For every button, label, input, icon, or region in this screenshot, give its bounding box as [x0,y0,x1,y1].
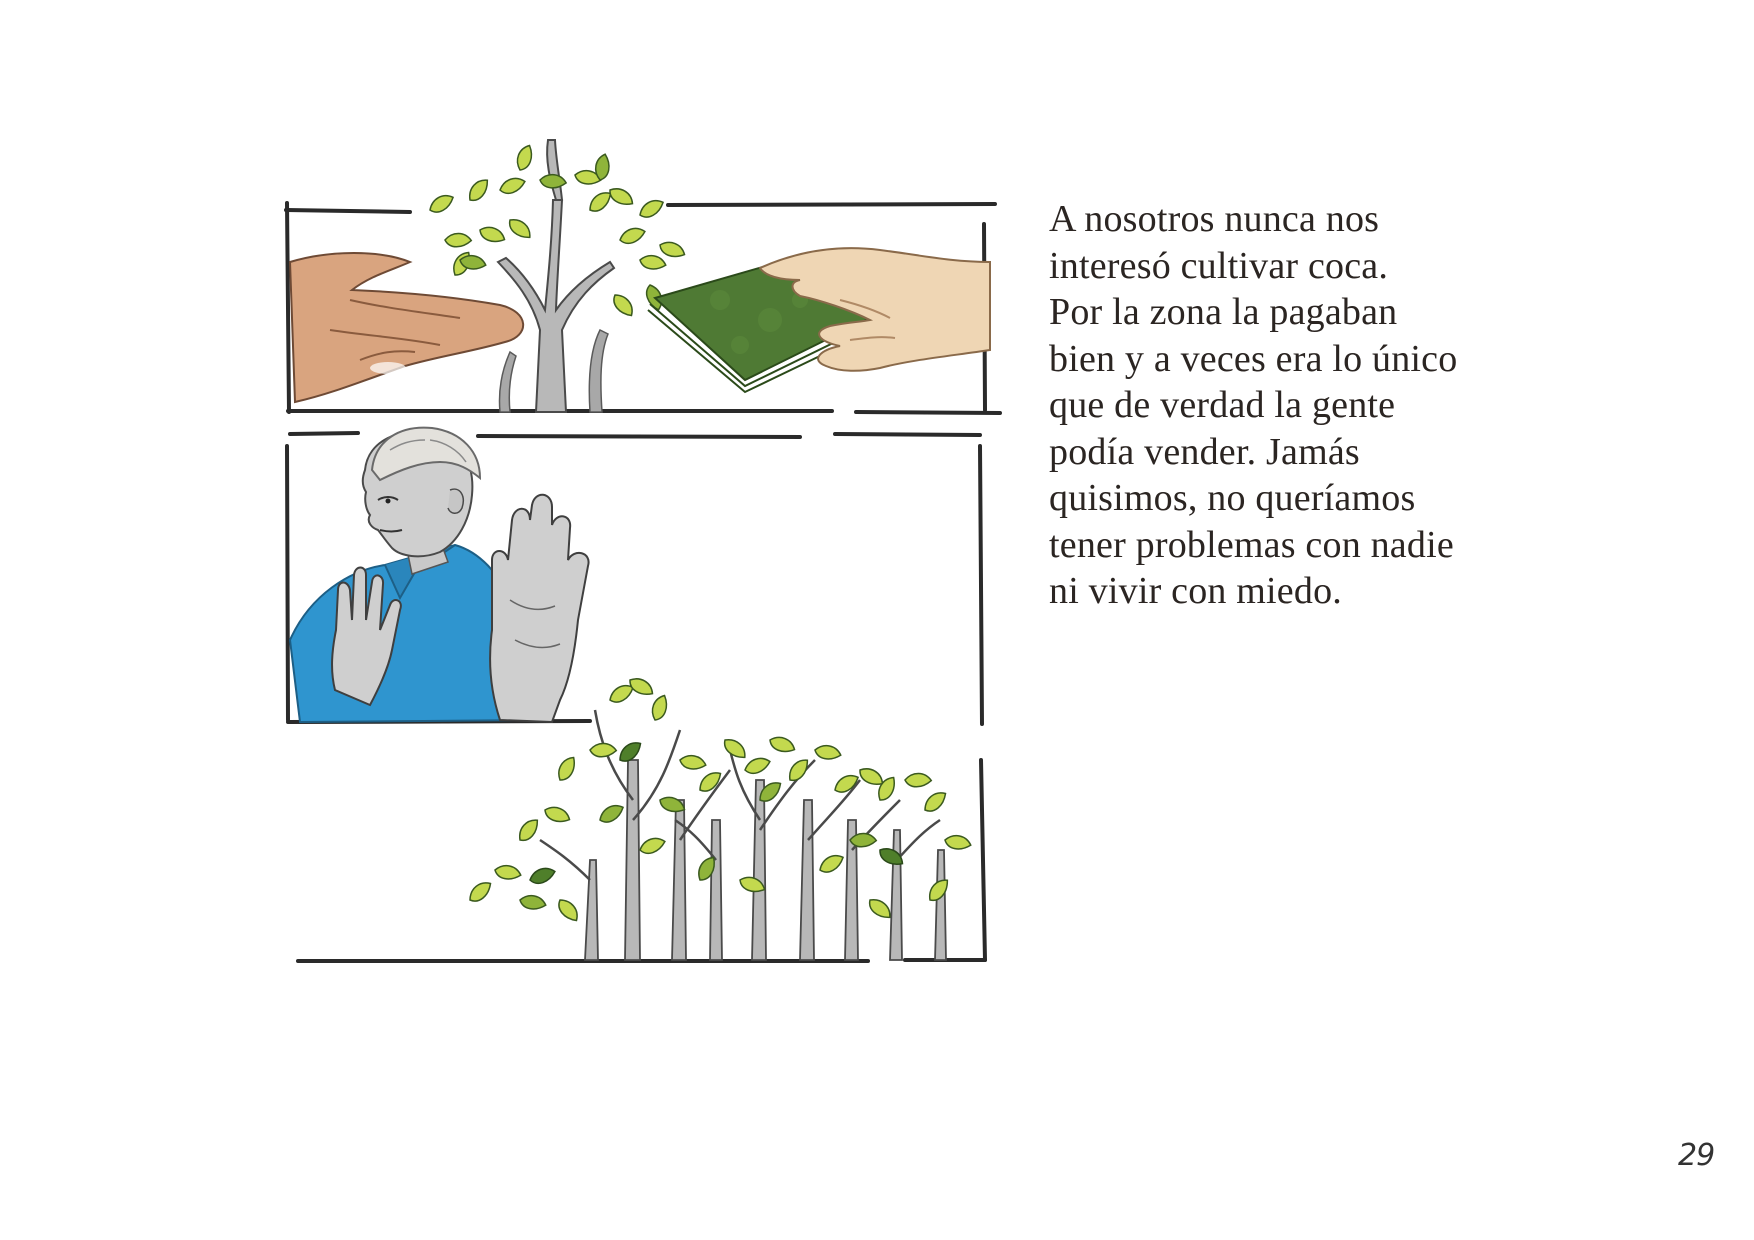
narrative-line: tener problemas con nadie [1049,523,1454,566]
narrative-line: que de verdad la gente [1049,384,1396,426]
narrative-line: quisimos, no queríamos [1049,477,1416,519]
narrative-line: A nosotros nunca nos [1049,198,1380,240]
narrative-line: podía vender. Jamás [1049,430,1360,473]
narrative-line: Por la zona la pagaban [1049,291,1398,333]
page-number: 29 [1678,1138,1715,1173]
narrative-line: bien y a veces era lo único [1049,337,1458,380]
coca-tree-illustration [427,140,687,412]
narrative-line: ni vivir con miedo. [1049,570,1342,612]
panel-money-exchange [286,140,1000,413]
narrative-text [1049,196,1609,615]
open-hand-illustration [290,253,523,402]
narrative-line: interesó cultivar coca. [1049,244,1389,287]
